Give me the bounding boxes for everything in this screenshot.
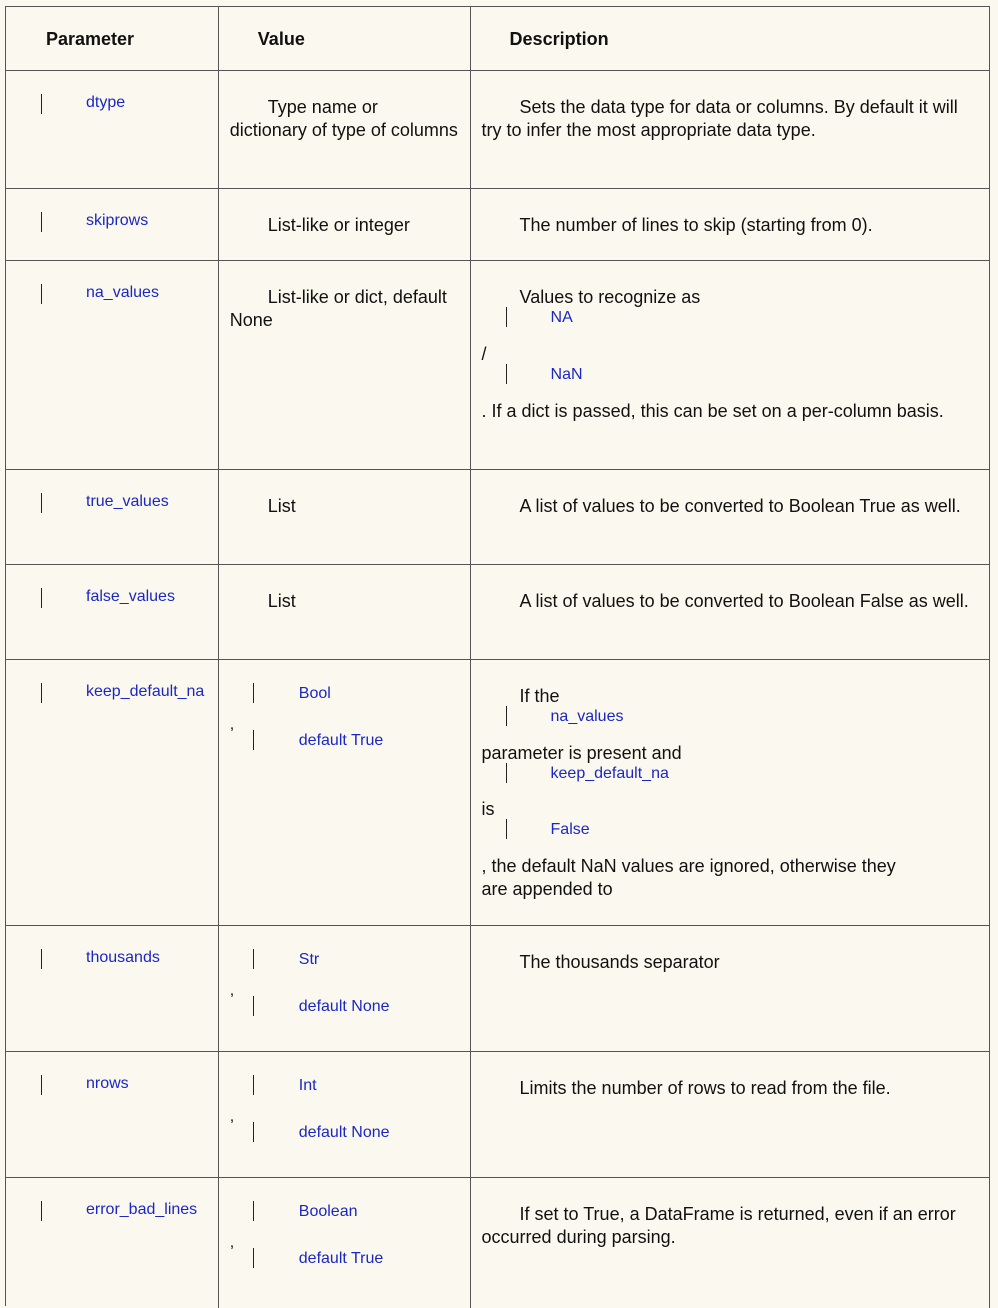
description-cell <box>471 1178 990 1308</box>
param-cell <box>6 565 219 659</box>
value-code: default True <box>219 732 470 750</box>
param-code <box>6 565 218 606</box>
description-text: A list of values to be converted to Boolean False as well. <box>519 591 969 611</box>
table-row <box>6 1052 990 1178</box>
value-cell <box>219 660 471 925</box>
value-separator: , <box>229 982 235 999</box>
param-name: thousands <box>86 949 160 966</box>
header-parameter: Parameter <box>6 7 219 70</box>
param-code <box>6 926 218 967</box>
value-code: Str <box>219 951 470 969</box>
param-code <box>6 261 218 302</box>
value-code: Bool <box>219 685 470 703</box>
description-text: The thousands separator <box>519 952 720 972</box>
param-name: false_values <box>86 588 175 605</box>
value-cell <box>219 926 471 1051</box>
inline-code: NaN <box>471 366 989 384</box>
description-text: , the default NaN values are ignored, otherwise they are appended to <box>481 856 896 899</box>
param-cell <box>6 1052 219 1177</box>
table-row <box>6 660 990 926</box>
description-cell <box>471 660 990 925</box>
description-text: Values to recognize as <box>519 287 701 307</box>
description-cell <box>471 189 990 260</box>
description-cell <box>471 1052 990 1177</box>
value-text: Type name or dictionary of type of columns <box>229 97 458 140</box>
value-cell <box>219 1178 471 1308</box>
value-cell <box>219 1052 471 1177</box>
value-separator: , <box>229 1234 235 1251</box>
table-row <box>6 926 990 1052</box>
param-name: keep_default_na <box>86 683 205 700</box>
inline-code: keep_default_na <box>471 765 989 783</box>
value-cell <box>219 565 471 659</box>
param-cell <box>6 660 219 925</box>
value-cell <box>219 189 471 260</box>
description-cell <box>471 71 990 188</box>
param-cell <box>6 470 219 564</box>
param-code <box>6 660 218 701</box>
value-separator: , <box>229 716 235 733</box>
value-text: List-like or dict, default None <box>229 287 447 330</box>
value-text: List <box>267 496 296 516</box>
value-code: default None <box>219 1124 470 1142</box>
param-code <box>6 1052 218 1093</box>
param-name: error_bad_lines <box>86 1201 198 1218</box>
param-code <box>6 71 218 112</box>
description-cell <box>471 470 990 564</box>
param-code <box>6 1178 218 1219</box>
inline-code: NA <box>471 309 989 327</box>
table-row <box>6 565 990 660</box>
param-cell <box>6 189 219 260</box>
param-code <box>6 470 218 511</box>
description-text: parameter is present and <box>481 743 682 763</box>
description-cell <box>471 565 990 659</box>
param-cell <box>6 1178 219 1308</box>
description-text: If the <box>519 686 560 706</box>
header-value: Value <box>219 7 471 70</box>
value-code: Boolean <box>219 1203 470 1221</box>
param-cell <box>6 71 219 188</box>
description-text: If set to True, a DataFrame is returned, even if an error occurred during parsing. <box>481 1204 956 1247</box>
description-text: The number of lines to skip (starting from 0). <box>519 215 873 235</box>
param-name: skiprows <box>86 212 149 229</box>
param-name: dtype <box>86 94 126 111</box>
description-text: A list of values to be converted to Boolean True as well. <box>519 496 961 516</box>
table-header-row <box>6 7 990 71</box>
param-name: na_values <box>86 284 159 301</box>
description-separator: / <box>481 344 487 364</box>
description-text: Limits the number of rows to read from the file. <box>519 1078 891 1098</box>
header-description: Description <box>471 7 990 70</box>
inline-code: na_values <box>471 708 989 726</box>
value-code: default True <box>219 1250 470 1268</box>
param-cell <box>6 261 219 469</box>
table-row <box>6 470 990 565</box>
description-cell <box>471 261 990 469</box>
parameters-table <box>5 6 990 1306</box>
param-code <box>6 189 218 230</box>
value-cell <box>219 470 471 564</box>
description-text: Sets the data type for data or columns. By default it will try to infer the most appropriate data type. <box>481 97 958 140</box>
param-name: nrows <box>86 1075 129 1092</box>
table-row <box>6 261 990 470</box>
param-name: true_values <box>86 493 169 510</box>
table-row <box>6 1178 990 1308</box>
description-cell <box>471 926 990 1051</box>
value-cell <box>219 261 471 469</box>
inline-code: False <box>471 821 989 839</box>
value-text: List <box>267 591 296 611</box>
description-text: . If a dict is passed, this can be set on a per-column basis. <box>481 401 944 421</box>
value-cell <box>219 71 471 188</box>
table-row <box>6 189 990 261</box>
description-text: is <box>481 799 495 819</box>
value-code: Int <box>219 1077 470 1095</box>
value-text: List-like or integer <box>267 215 410 235</box>
value-code: default None <box>219 998 470 1016</box>
param-cell <box>6 926 219 1051</box>
value-separator: , <box>229 1108 235 1125</box>
table-row <box>6 71 990 189</box>
